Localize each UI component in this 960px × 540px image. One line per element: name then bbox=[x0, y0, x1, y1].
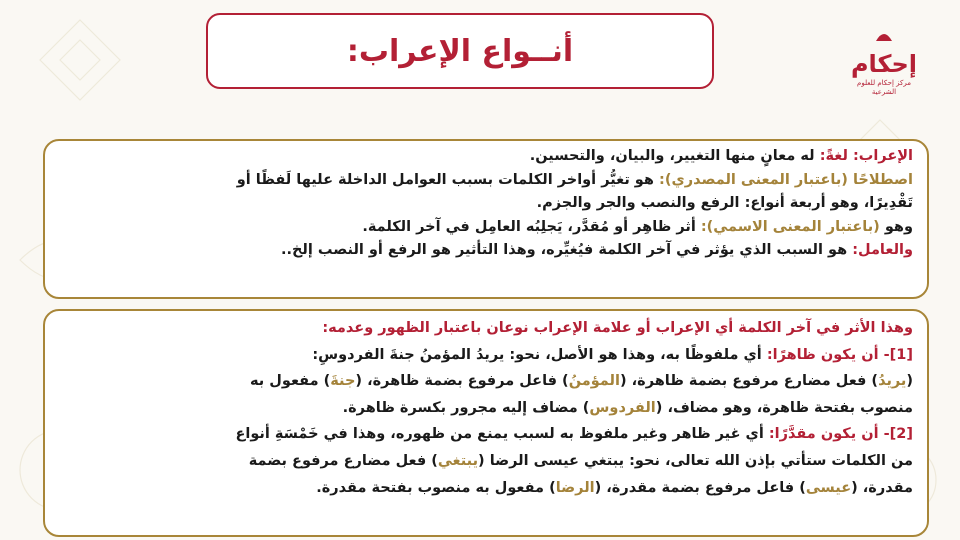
definitions-segment: اصطلاحًا (باعتبار المعنى المصدري): bbox=[659, 171, 913, 188]
types-segment: ) مضاف إليه مجرور بكسرة ظاهرة. bbox=[342, 399, 590, 416]
definitions-line bbox=[59, 169, 913, 193]
types-line bbox=[59, 342, 913, 369]
definition-box bbox=[43, 139, 929, 299]
types-segment: يبتغي bbox=[437, 452, 479, 469]
types-segment: ) فاعل مرفوع بضمة مقدرة، ( bbox=[594, 479, 806, 496]
types-segment: الفردوس bbox=[589, 399, 656, 416]
types-segment: عيسى bbox=[805, 479, 852, 496]
types-segment: أي غير ظاهر وغير ملفوظ به لسبب يمنع من ظهوره، وهذا في خَمْسَةِ أنواع bbox=[235, 426, 769, 443]
definitions-segment: له معانٍ منها التغيير، والبيان، والتحسين. bbox=[529, 148, 820, 164]
types-segment: ) فعل مضارع مرفوع بضمة ظاهرة، ( bbox=[619, 373, 879, 390]
definitions-line bbox=[59, 192, 913, 216]
definitions-segment: والعامل: bbox=[852, 242, 913, 259]
types-segment: ) فعل مضارع مرفوع بضمة bbox=[248, 452, 438, 469]
definition-lines bbox=[59, 145, 913, 263]
types-segment: مقدرة، ( bbox=[851, 479, 913, 496]
types-segment: أي ملفوظًا به، وهذا هو الأصل، نحو: يريدُ المؤمنُ جنةَ الفردوسِ: bbox=[312, 346, 767, 363]
types-segment: من الكلمات ستأتي بإذن الله تعالى، نحو: يبتغي عيسى الرضا ( bbox=[478, 452, 913, 469]
definitions-segment: أثر ظاهِر أو مُقدَّر، يَجلِبُه العامِل في آخر الكلمة. bbox=[362, 218, 701, 235]
types-segment: جنةَ bbox=[330, 373, 356, 390]
definitions-segment: تَقْدِيرًا، وهو أربعة أنواع: الرفع والنصب والجر والجزم. bbox=[536, 195, 913, 212]
types-lines bbox=[59, 315, 913, 501]
types-segment: ) مفعول به bbox=[250, 373, 331, 390]
types-line bbox=[59, 315, 913, 342]
types-segment: ) فاعل مرفوع بضمة ظاهرة، ( bbox=[355, 373, 569, 390]
types-line bbox=[59, 395, 913, 422]
types-segment: [2]- أن يكون مقدَّرًا: bbox=[768, 426, 913, 443]
logo bbox=[848, 26, 920, 94]
types-line bbox=[59, 448, 913, 475]
types-segment: [1]- أن يكون ظاهرًا: bbox=[766, 346, 913, 363]
types-segment: ) مفعول به منصوب بفتحة مقدرة. bbox=[316, 479, 556, 496]
types-segment: المؤمنُ bbox=[568, 373, 620, 390]
page-title: أنــواع الإعراب: bbox=[346, 33, 574, 69]
definitions-line bbox=[59, 216, 913, 240]
definitions-segment: (باعتبار المعنى الاسمي): bbox=[700, 218, 880, 235]
types-segment: الرضا bbox=[555, 479, 595, 496]
logo-subtitle: مركز إحكام للعلوم الشرعية bbox=[857, 79, 911, 96]
types-segment: يريدُ bbox=[878, 373, 907, 390]
types-line bbox=[59, 368, 913, 395]
types-segment: ( bbox=[906, 373, 913, 390]
definitions-segment: وهو bbox=[879, 218, 913, 235]
title-box bbox=[206, 13, 714, 89]
types-box bbox=[43, 309, 929, 537]
definitions-segment: هو السبب الذي يؤثر في آخر الكلمة فيُغيِّره، وهذا التأثير هو الرفع أو النصب إلخ.. bbox=[280, 242, 853, 259]
definitions-segment: هو تغيُّر أواخر الكلمات بسبب العوامل الداخلة عليها لَفظًا أو bbox=[236, 171, 660, 188]
definitions-line bbox=[59, 145, 913, 169]
dome-icon bbox=[874, 29, 894, 41]
definitions-line bbox=[59, 239, 913, 263]
types-line bbox=[59, 421, 913, 448]
types-segment: وهذا الأثر في آخر الكلمة أي الإعراب أو علامة الإعراب نوعان باعتبار الظهور وعدمه: bbox=[322, 320, 913, 336]
types-segment: منصوب بفتحة ظاهرة، وهو مضاف، ( bbox=[655, 399, 913, 416]
types-line bbox=[59, 475, 913, 502]
logo-word: إحكام bbox=[850, 50, 918, 78]
definitions-segment: الإعراب: لغةً: bbox=[819, 148, 913, 164]
